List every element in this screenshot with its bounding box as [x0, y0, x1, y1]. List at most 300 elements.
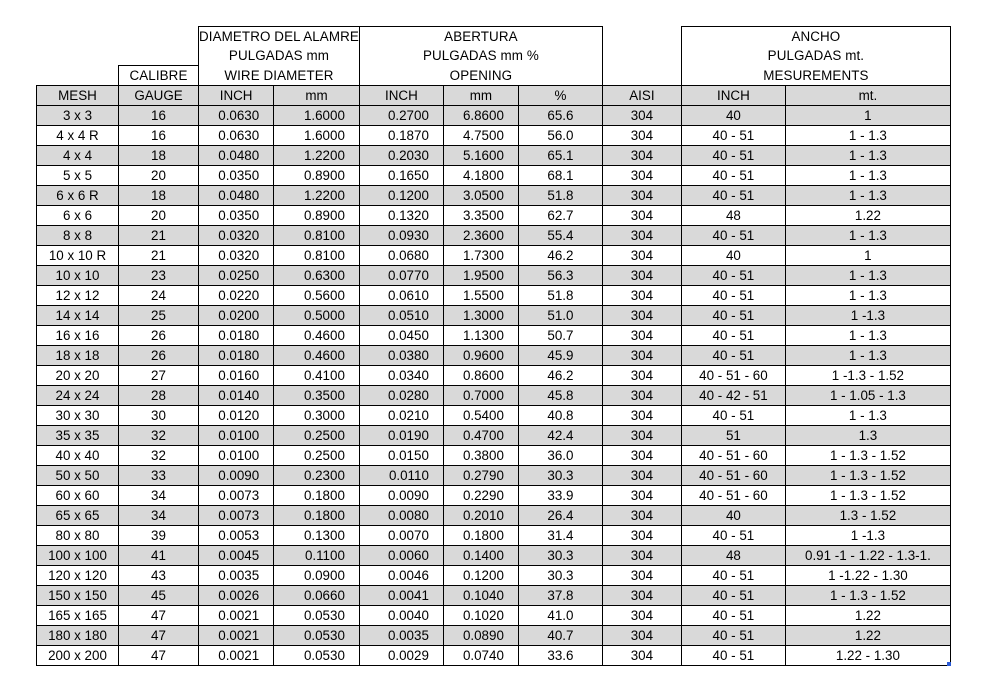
cell-opening-mm: 5.1600: [443, 146, 518, 166]
cell-diameter-mm: 0.1800: [274, 486, 360, 506]
sheet-corner-marker: [947, 662, 951, 666]
cell-diameter-mm: 0.0660: [274, 586, 360, 606]
cell-mesh: 30 x 30: [37, 406, 119, 426]
cell-opening-pct: 62.7: [518, 206, 602, 226]
cell-diameter-inch: 0.0160: [199, 366, 274, 386]
cell-gauge: 23: [119, 266, 199, 286]
cell-aisi: 304: [602, 306, 681, 326]
cell-opening-inch: 0.0340: [359, 366, 443, 386]
cell-width-inch: 40: [681, 106, 785, 126]
cell-opening-mm: 0.0740: [443, 646, 518, 666]
cell-opening-inch: 0.1870: [359, 126, 443, 146]
cell-mesh: 16 x 16: [37, 326, 119, 346]
cell-mesh: 24 x 24: [37, 386, 119, 406]
cell-width-mt: 1 - 1.3: [785, 186, 950, 206]
cell-mesh: 4 x 4: [37, 146, 119, 166]
column-header-width-mt: mt.: [785, 86, 950, 106]
cell-opening-pct: 36.0: [518, 446, 602, 466]
group-header-row-3: [37, 66, 951, 86]
cell-width-inch: 40 - 51: [681, 186, 785, 206]
diameter-header-line2: PULGADAS mm: [199, 46, 360, 66]
cell-diameter-mm: 0.2500: [274, 446, 360, 466]
cell-width-inch: 48: [681, 546, 785, 566]
cell-diameter-mm: 0.4600: [274, 346, 360, 366]
cell-diameter-mm: 0.1100: [274, 546, 360, 566]
cell-width-inch: 40 - 51: [681, 326, 785, 346]
table-row: [37, 246, 951, 266]
cell-mesh: 165 x 165: [37, 606, 119, 626]
cell-opening-pct: 30.3: [518, 546, 602, 566]
cell-diameter-inch: 0.0035: [199, 566, 274, 586]
cell-opening-inch: 0.0070: [359, 526, 443, 546]
cell-width-inch: 40 - 51 - 60: [681, 366, 785, 386]
width-header-line3: MESUREMENTS: [681, 66, 950, 86]
cell-width-inch: 40 - 42 - 51: [681, 386, 785, 406]
cell-diameter-mm: 0.1300: [274, 526, 360, 546]
cell-width-inch: 40: [681, 246, 785, 266]
cell-aisi: 304: [602, 226, 681, 246]
cell-width-inch: 40 - 51: [681, 226, 785, 246]
cell-gauge: 33: [119, 466, 199, 486]
cell-diameter-mm: 0.8100: [274, 226, 360, 246]
cell-diameter-inch: 0.0180: [199, 346, 274, 366]
cell-gauge: 16: [119, 126, 199, 146]
cell-opening-mm: 0.0890: [443, 626, 518, 646]
cell-diameter-inch: 0.0021: [199, 606, 274, 626]
cell-diameter-mm: 0.0530: [274, 606, 360, 626]
cell-width-mt: 1.22: [785, 606, 950, 626]
cell-opening-mm: 0.9600: [443, 346, 518, 366]
cell-width-mt: 1 - 1.05 - 1.3: [785, 386, 950, 406]
cell-mesh: 200 x 200: [37, 646, 119, 666]
cell-opening-mm: 2.3600: [443, 226, 518, 246]
cell-diameter-inch: 0.0350: [199, 166, 274, 186]
column-header-width-inch: INCH: [681, 86, 785, 106]
cell-opening-pct: 41.0: [518, 606, 602, 626]
cell-width-inch: 40 - 51: [681, 406, 785, 426]
cell-opening-mm: 0.8600: [443, 366, 518, 386]
cell-aisi: 304: [602, 646, 681, 666]
cell-mesh: 3 x 3: [37, 106, 119, 126]
group-header-row-2: [37, 46, 951, 66]
cell-diameter-mm: 0.1800: [274, 506, 360, 526]
cell-opening-pct: 42.4: [518, 426, 602, 446]
cell-mesh: 60 x 60: [37, 486, 119, 506]
table-row: [37, 226, 951, 246]
cell-diameter-inch: 0.0021: [199, 646, 274, 666]
cell-opening-mm: 4.7500: [443, 126, 518, 146]
cell-aisi: 304: [602, 466, 681, 486]
cell-width-mt: 1.22: [785, 206, 950, 226]
table-row: [37, 386, 951, 406]
mesh-spec-table: [36, 26, 951, 666]
table-row: [37, 146, 951, 166]
table-row: [37, 326, 951, 346]
cell-diameter-inch: 0.0480: [199, 186, 274, 206]
cell-opening-mm: 0.7000: [443, 386, 518, 406]
column-header-gauge: GAUGE: [119, 86, 199, 106]
cell-gauge: 18: [119, 186, 199, 206]
group-header-row-1: [37, 27, 951, 47]
cell-aisi: 304: [602, 266, 681, 286]
cell-aisi: 304: [602, 346, 681, 366]
cell-mesh: 14 x 14: [37, 306, 119, 326]
cell-width-mt: 1 - 1.3: [785, 146, 950, 166]
column-header-diameter-inch: INCH: [199, 86, 274, 106]
cell-aisi: 304: [602, 186, 681, 206]
cell-opening-pct: 46.2: [518, 366, 602, 386]
cell-aisi: 304: [602, 606, 681, 626]
opening-header-line3: OPENING: [359, 66, 602, 86]
diameter-header-line3: WIRE DIAMETER: [199, 66, 360, 86]
cell-opening-inch: 0.0610: [359, 286, 443, 306]
cell-opening-pct: 33.6: [518, 646, 602, 666]
cell-mesh: 18 x 18: [37, 346, 119, 366]
cell-gauge: 20: [119, 166, 199, 186]
table-row: [37, 346, 951, 366]
cell-mesh: 6 x 6: [37, 206, 119, 226]
cell-aisi: 304: [602, 506, 681, 526]
cell-aisi: 304: [602, 326, 681, 346]
cell-width-inch: 40 - 51: [681, 146, 785, 166]
table-row: [37, 566, 951, 586]
cell-diameter-mm: 0.4100: [274, 366, 360, 386]
cell-opening-mm: 0.1040: [443, 586, 518, 606]
cell-width-inch: 40 - 51: [681, 306, 785, 326]
opening-header-line1: ABERTURA: [359, 27, 602, 47]
cell-diameter-mm: 0.2500: [274, 426, 360, 446]
cell-gauge: 39: [119, 526, 199, 546]
cell-mesh: 150 x 150: [37, 586, 119, 606]
cell-width-inch: 40 - 51 - 60: [681, 486, 785, 506]
cell-diameter-mm: 0.3500: [274, 386, 360, 406]
cell-opening-mm: 1.5500: [443, 286, 518, 306]
cell-opening-pct: 40.7: [518, 626, 602, 646]
column-header-row: [37, 86, 951, 106]
cell-opening-pct: 37.8: [518, 586, 602, 606]
cell-width-mt: 1 -1.3: [785, 306, 950, 326]
table-row: [37, 446, 951, 466]
cell-opening-inch: 0.0029: [359, 646, 443, 666]
cell-aisi: 304: [602, 586, 681, 606]
table-row: [37, 126, 951, 146]
cell-opening-inch: 0.0040: [359, 606, 443, 626]
table-body: [37, 86, 951, 666]
cell-diameter-inch: 0.0073: [199, 506, 274, 526]
cell-diameter-inch: 0.0045: [199, 546, 274, 566]
cell-gauge: 47: [119, 626, 199, 646]
cell-diameter-mm: 0.0900: [274, 566, 360, 586]
cell-diameter-inch: 0.0200: [199, 306, 274, 326]
cell-opening-inch: 0.1650: [359, 166, 443, 186]
cell-aisi: 304: [602, 246, 681, 266]
table-row: [37, 546, 951, 566]
cell-mesh: 100 x 100: [37, 546, 119, 566]
cell-width-mt: 1 -1.22 - 1.30: [785, 566, 950, 586]
cell-aisi: 304: [602, 446, 681, 466]
cell-mesh: 10 x 10: [37, 266, 119, 286]
cell-opening-inch: 0.0046: [359, 566, 443, 586]
cell-diameter-inch: 0.0630: [199, 106, 274, 126]
width-header-line1: ANCHO: [681, 27, 950, 47]
cell-aisi: 304: [602, 426, 681, 446]
cell-opening-mm: 0.1400: [443, 546, 518, 566]
cell-width-mt: 1 - 1.3: [785, 126, 950, 146]
cell-diameter-mm: 0.8100: [274, 246, 360, 266]
cell-gauge: 18: [119, 146, 199, 166]
cell-mesh: 50 x 50: [37, 466, 119, 486]
cell-aisi: 304: [602, 546, 681, 566]
cell-opening-mm: 0.1800: [443, 526, 518, 546]
cell-aisi: 304: [602, 526, 681, 546]
cell-diameter-inch: 0.0090: [199, 466, 274, 486]
cell-gauge: 32: [119, 426, 199, 446]
cell-diameter-mm: 0.6300: [274, 266, 360, 286]
cell-diameter-inch: 0.0021: [199, 626, 274, 646]
cell-width-mt: 1 - 1.3 - 1.52: [785, 586, 950, 606]
cell-opening-pct: 26.4: [518, 506, 602, 526]
column-header-opening-pct: %: [518, 86, 602, 106]
cell-diameter-inch: 0.0350: [199, 206, 274, 226]
cell-opening-inch: 0.0380: [359, 346, 443, 366]
cell-gauge: 34: [119, 506, 199, 526]
cell-diameter-inch: 0.0073: [199, 486, 274, 506]
cell-width-mt: 1.3 - 1.52: [785, 506, 950, 526]
cell-gauge: 26: [119, 326, 199, 346]
cell-opening-inch: 0.2700: [359, 106, 443, 126]
cell-gauge: 47: [119, 606, 199, 626]
cell-diameter-inch: 0.0026: [199, 586, 274, 606]
cell-gauge: 27: [119, 366, 199, 386]
table-row: [37, 366, 951, 386]
cell-diameter-mm: 0.2300: [274, 466, 360, 486]
cell-diameter-inch: 0.0320: [199, 226, 274, 246]
cell-opening-inch: 0.0210: [359, 406, 443, 426]
cell-aisi: 304: [602, 366, 681, 386]
cell-opening-mm: 1.1300: [443, 326, 518, 346]
cell-diameter-mm: 1.6000: [274, 126, 360, 146]
cell-diameter-mm: 0.3000: [274, 406, 360, 426]
cell-width-mt: 1 - 1.3 - 1.52: [785, 486, 950, 506]
mesh-spec-sheet: [36, 26, 951, 666]
cell-opening-mm: 4.1800: [443, 166, 518, 186]
cell-aisi: 304: [602, 626, 681, 646]
cell-diameter-inch: 0.0053: [199, 526, 274, 546]
cell-aisi: 304: [602, 566, 681, 586]
cell-diameter-mm: 0.5000: [274, 306, 360, 326]
cell-aisi: 304: [602, 286, 681, 306]
cell-width-mt: 1 - 1.3: [785, 226, 950, 246]
table-row: [37, 466, 951, 486]
table-row: [37, 206, 951, 226]
cell-opening-mm: 0.4700: [443, 426, 518, 446]
cell-width-mt: 1 - 1.3: [785, 326, 950, 346]
cell-diameter-mm: 0.0530: [274, 646, 360, 666]
table-row: [37, 526, 951, 546]
table-row: [37, 486, 951, 506]
cell-opening-pct: 55.4: [518, 226, 602, 246]
cell-opening-inch: 0.2030: [359, 146, 443, 166]
column-header-opening-inch: INCH: [359, 86, 443, 106]
table-row: [37, 426, 951, 446]
cell-gauge: 47: [119, 646, 199, 666]
cell-opening-pct: 30.3: [518, 466, 602, 486]
cell-width-inch: 40 - 51 - 60: [681, 446, 785, 466]
cell-width-mt: 1 - 1.3 - 1.52: [785, 466, 950, 486]
cell-diameter-inch: 0.0250: [199, 266, 274, 286]
table-row: [37, 306, 951, 326]
cell-opening-inch: 0.0041: [359, 586, 443, 606]
cell-opening-inch: 0.0510: [359, 306, 443, 326]
cell-mesh: 5 x 5: [37, 166, 119, 186]
cell-diameter-mm: 0.5600: [274, 286, 360, 306]
cell-opening-mm: 0.2010: [443, 506, 518, 526]
cell-opening-mm: 3.3500: [443, 206, 518, 226]
cell-opening-pct: 56.0: [518, 126, 602, 146]
cell-opening-pct: 51.8: [518, 286, 602, 306]
cell-gauge: 20: [119, 206, 199, 226]
table-row: [37, 286, 951, 306]
cell-gauge: 21: [119, 226, 199, 246]
cell-opening-mm: 1.3000: [443, 306, 518, 326]
cell-aisi: 304: [602, 126, 681, 146]
cell-width-inch: 40 - 51: [681, 526, 785, 546]
column-header-opening-mm: mm: [443, 86, 518, 106]
cell-diameter-inch: 0.0100: [199, 426, 274, 446]
cell-width-inch: 40 - 51: [681, 606, 785, 626]
cell-opening-inch: 0.0770: [359, 266, 443, 286]
cell-opening-pct: 46.2: [518, 246, 602, 266]
cell-gauge: 25: [119, 306, 199, 326]
width-header-line2: PULGADAS mt.: [681, 46, 950, 66]
cell-width-inch: 40 - 51: [681, 346, 785, 366]
cell-opening-pct: 31.4: [518, 526, 602, 546]
cell-width-inch: 40 - 51: [681, 166, 785, 186]
cell-aisi: 304: [602, 206, 681, 226]
cell-width-inch: 40 - 51 - 60: [681, 466, 785, 486]
cell-aisi: 304: [602, 106, 681, 126]
cell-gauge: 34: [119, 486, 199, 506]
column-header-aisi: AISI: [602, 86, 681, 106]
calibre-header: CALIBRE: [119, 66, 199, 86]
cell-width-mt: 1: [785, 246, 950, 266]
cell-opening-pct: 51.8: [518, 186, 602, 206]
table-row: [37, 106, 951, 126]
cell-opening-pct: 45.9: [518, 346, 602, 366]
cell-opening-mm: 0.5400: [443, 406, 518, 426]
cell-opening-inch: 0.0060: [359, 546, 443, 566]
cell-opening-inch: 0.0680: [359, 246, 443, 266]
cell-gauge: 28: [119, 386, 199, 406]
cell-width-inch: 40 - 51: [681, 286, 785, 306]
cell-diameter-mm: 0.8900: [274, 206, 360, 226]
cell-width-mt: 1 - 1.3: [785, 406, 950, 426]
cell-diameter-mm: 1.2200: [274, 186, 360, 206]
cell-mesh: 65 x 65: [37, 506, 119, 526]
cell-width-inch: 40 - 51: [681, 126, 785, 146]
cell-diameter-mm: 0.4600: [274, 326, 360, 346]
cell-opening-mm: 6.8600: [443, 106, 518, 126]
cell-opening-pct: 50.7: [518, 326, 602, 346]
cell-gauge: 24: [119, 286, 199, 306]
cell-opening-mm: 0.2290: [443, 486, 518, 506]
cell-opening-mm: 1.7300: [443, 246, 518, 266]
cell-opening-pct: 68.1: [518, 166, 602, 186]
cell-opening-pct: 51.0: [518, 306, 602, 326]
cell-gauge: 30: [119, 406, 199, 426]
cell-width-mt: 1 - 1.3: [785, 166, 950, 186]
cell-width-inch: 48: [681, 206, 785, 226]
cell-opening-inch: 0.0110: [359, 466, 443, 486]
cell-diameter-mm: 0.0530: [274, 626, 360, 646]
cell-opening-inch: 0.0080: [359, 506, 443, 526]
cell-opening-pct: 65.6: [518, 106, 602, 126]
cell-aisi: 304: [602, 406, 681, 426]
cell-opening-inch: 0.0035: [359, 626, 443, 646]
column-header-mesh: MESH: [37, 86, 119, 106]
cell-width-inch: 40 - 51: [681, 626, 785, 646]
table-row: [37, 586, 951, 606]
cell-width-mt: 1 - 1.3: [785, 346, 950, 366]
cell-width-inch: 40: [681, 506, 785, 526]
table-row: [37, 506, 951, 526]
cell-opening-mm: 0.1020: [443, 606, 518, 626]
cell-opening-inch: 0.1200: [359, 186, 443, 206]
cell-mesh: 35 x 35: [37, 426, 119, 446]
table-row: [37, 266, 951, 286]
cell-mesh: 120 x 120: [37, 566, 119, 586]
cell-width-mt: 1 -1.3: [785, 526, 950, 546]
cell-mesh: 10 x 10 R: [37, 246, 119, 266]
cell-diameter-mm: 1.6000: [274, 106, 360, 126]
cell-aisi: 304: [602, 486, 681, 506]
cell-width-mt: 1 - 1.3: [785, 286, 950, 306]
cell-aisi: 304: [602, 386, 681, 406]
cell-gauge: 43: [119, 566, 199, 586]
opening-header-line2: PULGADAS mm %: [359, 46, 602, 66]
cell-opening-pct: 45.8: [518, 386, 602, 406]
cell-opening-pct: 56.3: [518, 266, 602, 286]
cell-width-mt: 1.3: [785, 426, 950, 446]
cell-width-mt: 1.22 - 1.30: [785, 646, 950, 666]
cell-diameter-inch: 0.0480: [199, 146, 274, 166]
cell-opening-inch: 0.0930: [359, 226, 443, 246]
cell-diameter-inch: 0.0320: [199, 246, 274, 266]
cell-gauge: 41: [119, 546, 199, 566]
cell-opening-inch: 0.0450: [359, 326, 443, 346]
cell-width-inch: 40 - 51: [681, 646, 785, 666]
column-header-diameter-mm: mm: [274, 86, 360, 106]
cell-mesh: 20 x 20: [37, 366, 119, 386]
cell-mesh: 12 x 12: [37, 286, 119, 306]
cell-mesh: 80 x 80: [37, 526, 119, 546]
cell-mesh: 6 x 6 R: [37, 186, 119, 206]
cell-width-mt: 1 - 1.3 - 1.52: [785, 446, 950, 466]
cell-opening-mm: 0.1200: [443, 566, 518, 586]
cell-width-mt: 1.22: [785, 626, 950, 646]
cell-opening-inch: 0.0090: [359, 486, 443, 506]
cell-aisi: 304: [602, 166, 681, 186]
cell-width-mt: 1 -1.3 - 1.52: [785, 366, 950, 386]
cell-width-inch: 40 - 51: [681, 566, 785, 586]
cell-width-mt: 0.91 -1 - 1.22 - 1.3-1.: [785, 546, 950, 566]
cell-mesh: 8 x 8: [37, 226, 119, 246]
cell-diameter-inch: 0.0100: [199, 446, 274, 466]
cell-opening-inch: 0.0190: [359, 426, 443, 446]
cell-diameter-inch: 0.0180: [199, 326, 274, 346]
cell-width-inch: 40 - 51: [681, 266, 785, 286]
cell-diameter-inch: 0.0140: [199, 386, 274, 406]
